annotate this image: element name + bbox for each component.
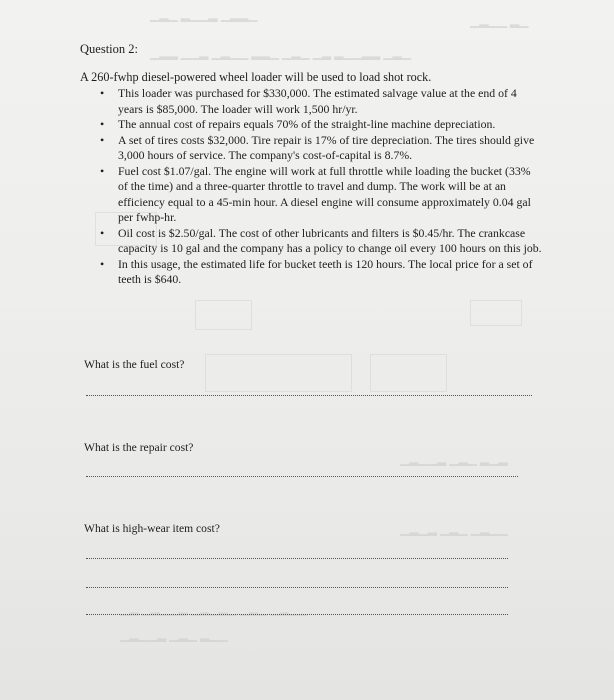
show-through-text: ▁▂▁▁▂ ▁▂▁ ▂▁▁ [120,628,228,642]
problem-intro: A 260-fwhp diesel-powered wheel loader will be used to load shot rock. [80,70,432,84]
list-item: • The annual cost of repairs equals 70% of the straight-line machine depreciation. [98,117,543,133]
list-item: • A set of tires costs $32,000. Tire repair is 17% of tire depreciation. The tires should give 3,000 hours of service. The company's cost-of-capital is 8.7%. [98,133,543,164]
show-through-box [370,354,447,392]
show-through-box [205,354,352,392]
show-through-text: ▁▂ ▁▂▁▁▂ ▁▂▁▂▁ ▁▂▁ ▁▂▁▁ [120,602,308,616]
high-wear-cost-answer-line[interactable] [86,558,508,559]
question-title: Question 2: [80,42,138,56]
show-through-text: ▁▂▁ ▂▁▁▂ ▁▂▂▁ [150,8,258,22]
show-through-text: ▁▂▁▁▂ ▁▂▁ ▂▁▂ [400,452,508,466]
repair-cost-answer-line[interactable] [86,476,518,477]
high-wear-cost-answer-line[interactable] [86,614,508,615]
fuel-cost-answer-line[interactable] [86,395,532,396]
given-data-list [98,86,543,288]
repair-cost-question: What is the repair cost? [84,441,194,454]
list-item: • Oil cost is $2.50/gal. The cost of other lubricants and filters is $0.45/hr. The crankcase capacity is 10 gal and the company has a policy to change oil every 100 hours on this job. [98,226,543,257]
high-wear-cost-answer-line[interactable] [86,587,508,588]
show-through-text: ▁▂▁▁ ▂▁ [470,14,529,28]
show-through-box [195,300,252,330]
show-through-box [470,300,522,326]
high-wear-cost-question: What is high-wear item cost? [84,522,220,535]
list-item: • In this usage, the estimated life for bucket teeth is 120 hours. The local price for a set of teeth is $640. [98,257,543,288]
list-item: • Fuel cost $1.07/gal. The engine will work at full throttle while loading the bucket (33% of the time) and a three-quarter throttle to travel and dump. The work will be at an efficiency equal to a 45-min hour. A diesel engine will consume approximately 0.04 gal per fwhp-hr. [98,164,543,226]
show-through-text: ▁▂▂ ▁▁▂ ▁▂▁▁ ▂▂▁ ▁▂▁ ▁▂ ▂▁▁▂▂ ▁▂▁ [150,46,411,60]
fuel-cost-question: What is the fuel cost? [84,358,185,371]
show-through-text: ▁▂▁▂ ▁▂▁ ▁▂▁▁ [400,522,508,536]
list-item: • This loader was purchased for $330,000. The estimated salvage value at the end of 4 years is $85,000. The loader will work 1,500 hr/yr. [98,86,543,117]
